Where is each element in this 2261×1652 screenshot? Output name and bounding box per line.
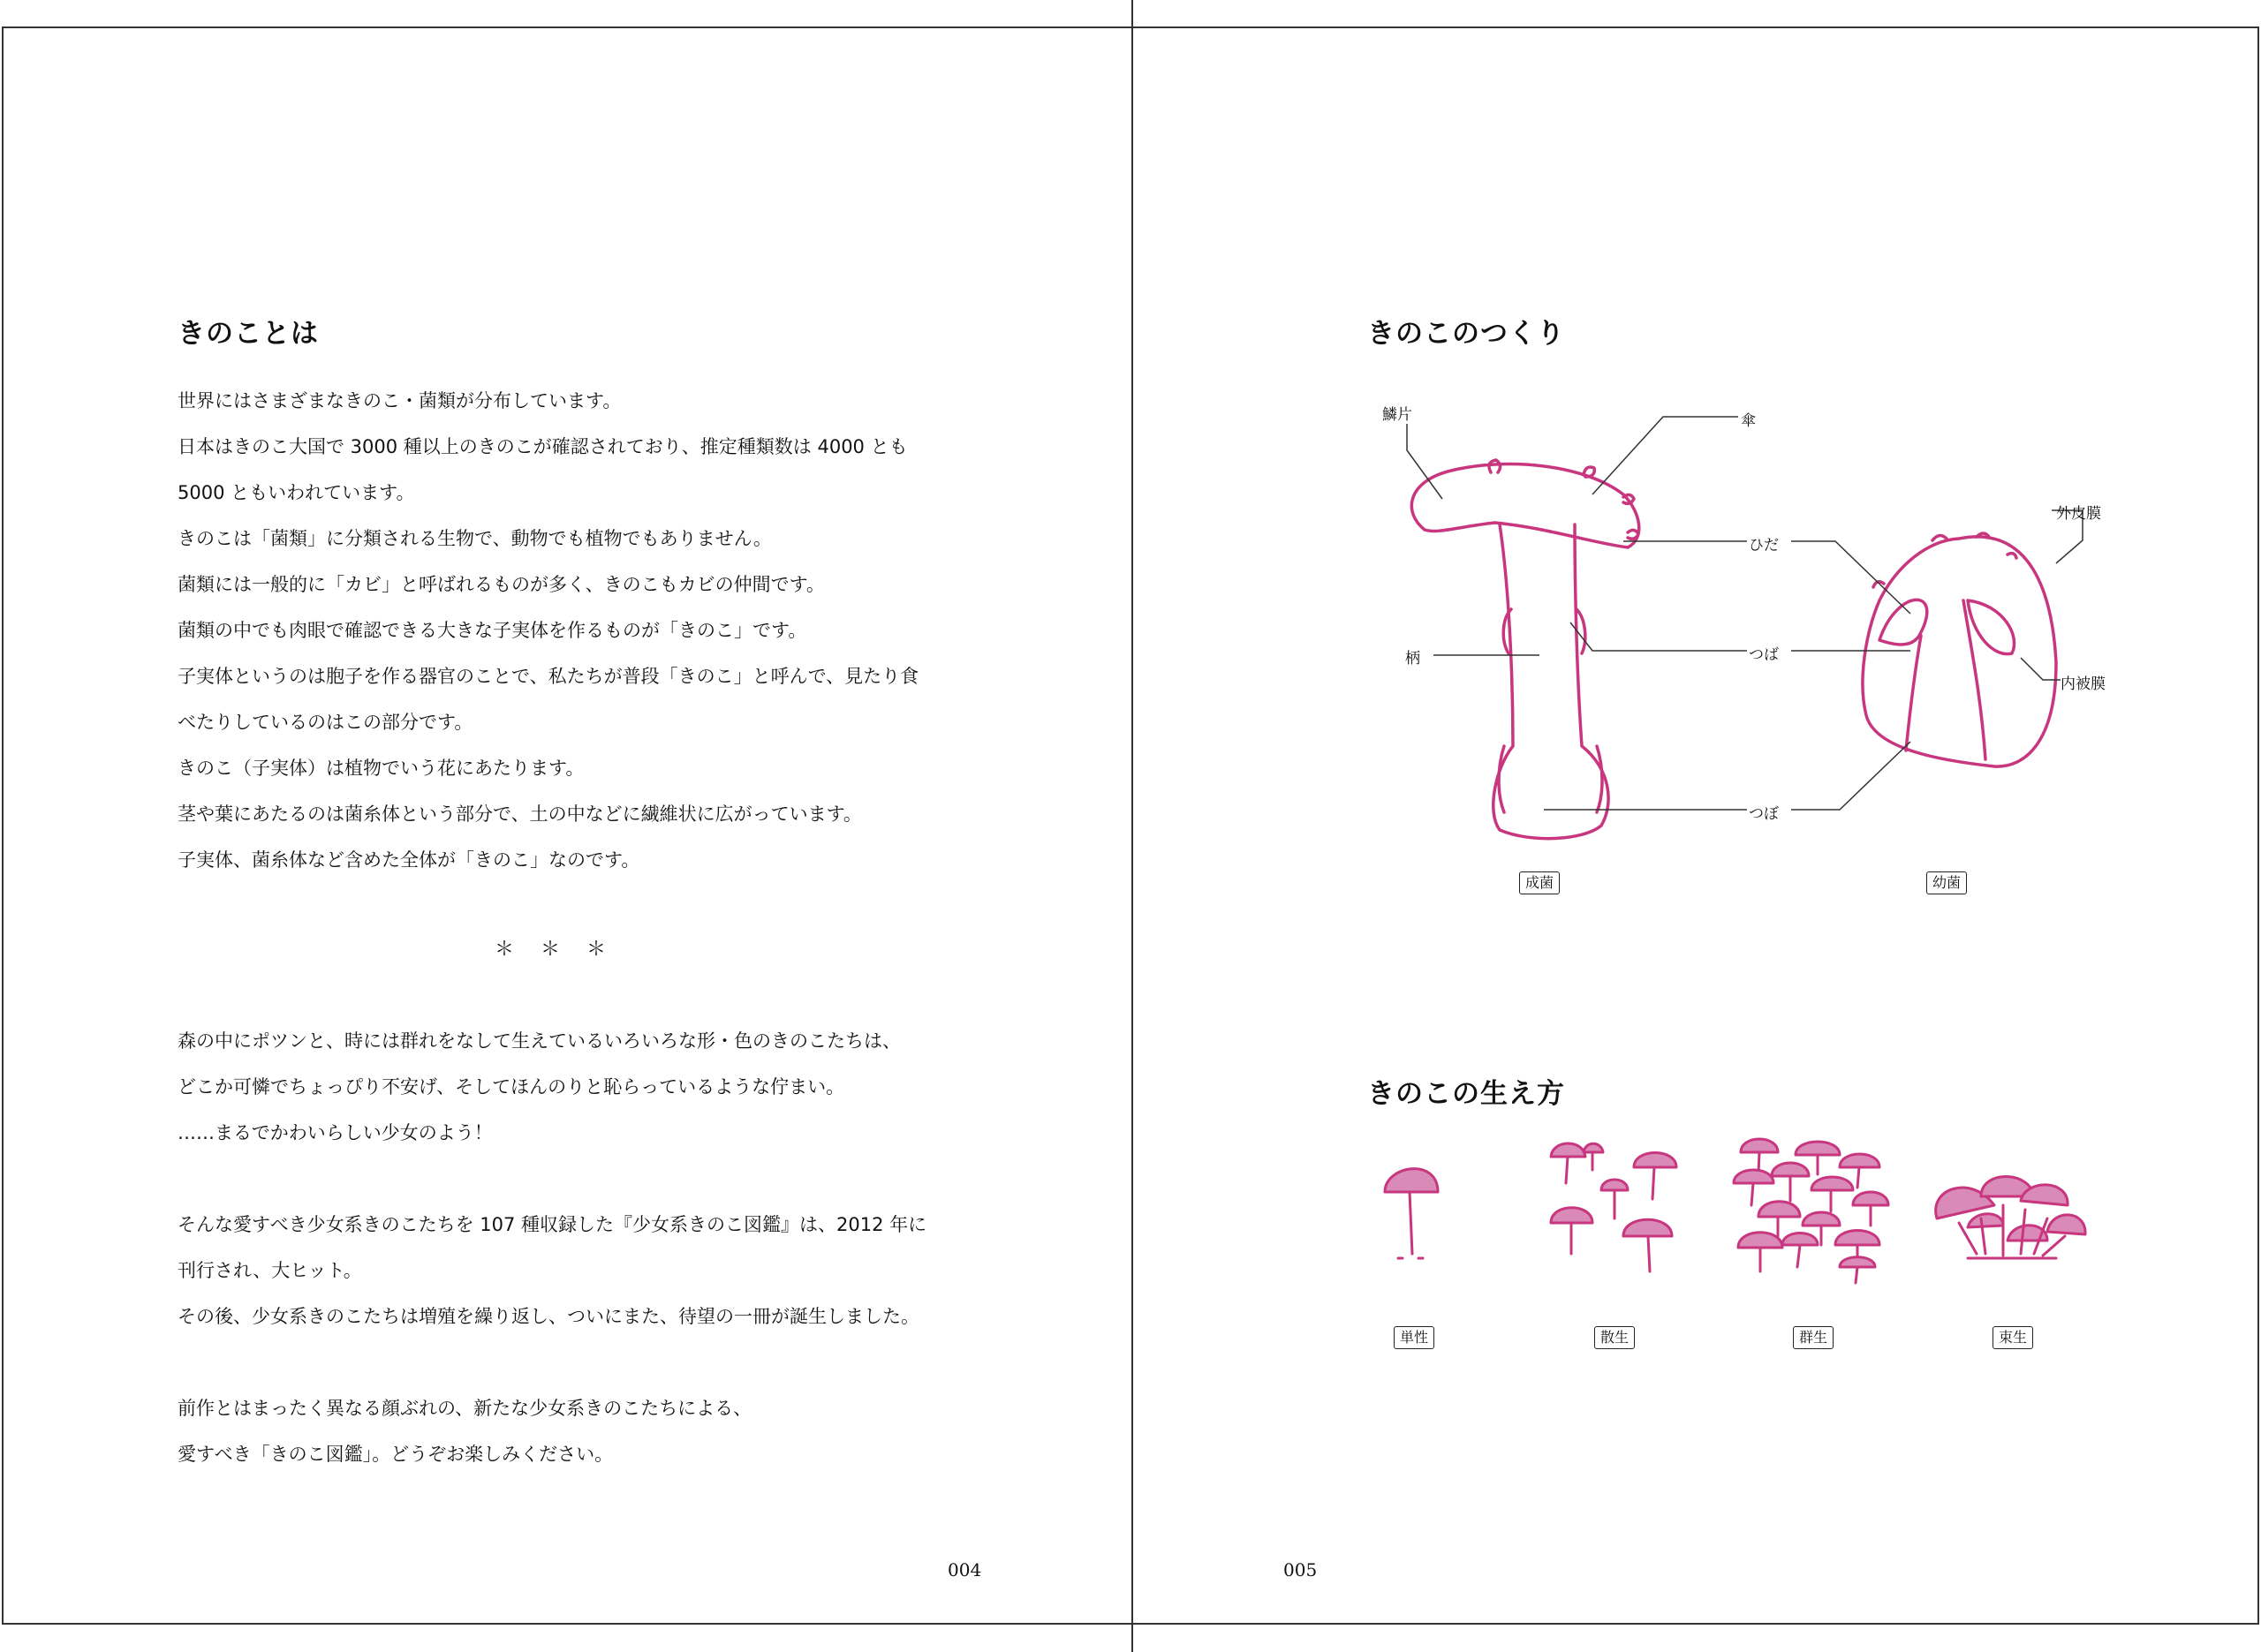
section-separator: ＊＊＊: [495, 939, 633, 961]
text-line: 茎や葉にあたるのは菌糸体という部分で、土の中などに繊維状に広がっています。: [178, 803, 862, 825]
adult-volva: [1499, 746, 1602, 812]
page-number: 004: [948, 1559, 982, 1580]
label-volva: つぼ: [1749, 805, 1779, 823]
mushroom-structure-diagram: [1133, 0, 2261, 883]
growth-patterns-illustration: [1133, 1121, 2261, 1386]
caespitose-mushrooms: [1936, 1177, 2085, 1259]
solitary-mushroom: [1385, 1169, 1438, 1258]
gregarious-mushrooms: [1734, 1139, 1888, 1283]
text-line: 森の中にポツンと、時には群れをなして生えているいろいろな形・色のきのこたちは、: [178, 1030, 901, 1052]
text-line: べたりしているのはこの部分です。: [178, 712, 473, 733]
leader-volva-young: [1791, 742, 1910, 810]
text-line: 愛すべき「きのこ図鑑」。どうぞお楽しみください。: [178, 1444, 614, 1465]
label-cap: 傘: [1741, 412, 1756, 430]
text-line: きのこ（子実体）は植物でいう花にあたります。: [178, 758, 585, 779]
leader-cap: [1592, 417, 1738, 494]
young-outer-outline: [1863, 537, 2056, 766]
text-line: きのこは「菌類」に分類される生物で、動物でも植物でもありません。: [178, 528, 772, 549]
label-outer-veil: 外皮膜: [2056, 505, 2101, 523]
label-scattered-box: 散生: [1594, 1326, 1635, 1349]
heading-growth: きのこの生え方: [1367, 1078, 1565, 1110]
text-line: 子実体、菌糸体など含めた全体が「きのこ」なのです。: [178, 849, 640, 871]
label-inner-veil: 内被膜: [2061, 675, 2106, 693]
text-line: 日本はきのこ大国で 3000 種以上のきのこが確認されており、推定種類数は 4000 とも: [178, 436, 908, 457]
young-inner-right: [1968, 600, 2015, 654]
text-line: ……まるでかわいらしい少女のよう！: [178, 1122, 493, 1143]
label-adult-box: 成菌: [1519, 871, 1560, 894]
text-line: 菌類には一般的に「カビ」と呼ばれるものが多く、きのこもカビの仲間です。: [178, 574, 825, 595]
text-line: どこか可憐でちょっぴり不安げ、そしてほんのりと恥らっているような佇まい。: [178, 1076, 845, 1098]
heading-structure: きのこのつくり: [1367, 318, 1565, 350]
text-line: 世界にはさまざまなきのこ・菌類が分布しています。: [178, 390, 622, 411]
label-ring: つば: [1749, 646, 1779, 664]
right-page: [1133, 0, 2261, 1652]
label-young-box: 幼菌: [1926, 871, 1967, 894]
text-line: 5000 ともいわれています。: [178, 482, 415, 503]
young-stem-left: [1906, 636, 1921, 751]
label-gills: ひだ: [1749, 537, 1779, 554]
text-line: 子実体というのは胞子を作る器官のことで、私たちが普段「きのこ」と呼んで、見たり食: [178, 666, 919, 687]
text-line: 菌類の中でも肉眼で確認できる大きな子実体を作るものが「きのこ」です。: [178, 620, 807, 641]
adult-stem-outline: [1493, 524, 1608, 839]
adult-cap-outline: [1411, 464, 1638, 547]
page-number: 005: [1283, 1559, 1318, 1580]
label-solitary-box: 単性: [1394, 1326, 1434, 1349]
leader-scales: [1407, 424, 1442, 499]
text-line: そんな愛すべき少女系きのこたちを 107 種収録した『少女系きのこ図鑑』は、2012 年に: [178, 1214, 927, 1235]
leader-ring: [1570, 622, 1747, 651]
text-line: 前作とはまったく異なる顔ぶれの、新たな少女系きのこたちによる、: [178, 1398, 752, 1419]
text-line: その後、少女系きのこたちは増殖を繰り返し、ついにまた、待望の一冊が誕生しました。: [178, 1306, 919, 1327]
scattered-mushrooms: [1551, 1143, 1676, 1271]
paragraph-forest: [178, 1018, 972, 1477]
label-stem: 柄: [1405, 650, 1420, 668]
text-line: 刊行され、大ヒット。: [178, 1260, 362, 1281]
paragraph-intro: [178, 378, 972, 883]
label-scales: 鱗片: [1382, 406, 1412, 424]
heading-what-is-mushroom: きのことは: [178, 318, 319, 350]
label-gregarious-box: 群生: [1793, 1326, 1834, 1349]
label-caespitose-box: 束生: [1993, 1326, 2033, 1349]
adult-scales: [1489, 460, 1638, 539]
